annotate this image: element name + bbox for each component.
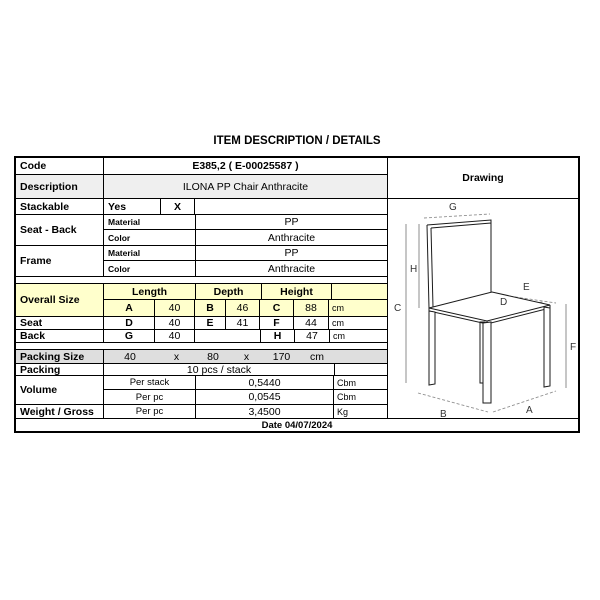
row-packing-size xyxy=(16,350,387,364)
back-depth-empty xyxy=(195,330,261,342)
row-packing xyxy=(16,364,387,376)
seat-back-material-value: PP xyxy=(284,216,299,228)
volume-per-pc-unit: Cbm xyxy=(337,392,357,402)
row-seat-size xyxy=(16,317,387,330)
overall-length-value: 40 xyxy=(155,300,195,316)
header-unit-empty xyxy=(332,284,387,299)
overall-height-key: C xyxy=(260,300,294,316)
weight-unit: Kg xyxy=(337,406,349,417)
dim-label-C: C xyxy=(394,303,402,314)
header-height: Height xyxy=(262,284,332,299)
dim-label-H: H xyxy=(410,264,418,275)
drawing-area xyxy=(388,199,578,418)
weight-label: Weight / Gross xyxy=(16,405,104,418)
dim-label-G: G xyxy=(449,202,457,213)
seat-back-label: Seat - Back xyxy=(16,215,104,245)
seat-depth-key: E xyxy=(195,317,226,329)
seat-length-key: D xyxy=(104,317,155,329)
drawing-header: Drawing xyxy=(388,158,578,199)
header-depth: Depth xyxy=(196,284,262,299)
code-label: Code xyxy=(16,158,104,174)
back-unit: cm xyxy=(333,331,345,341)
drawing-column xyxy=(388,158,578,418)
back-height-value: 47 xyxy=(295,330,330,342)
seat-back-material-label: Material xyxy=(104,215,196,229)
stackable-empty-cell xyxy=(195,199,387,214)
overall-size-label: Overall Size xyxy=(16,284,104,316)
overall-length-key: A xyxy=(104,300,155,316)
volume-per-stack-unit: Cbm xyxy=(337,377,357,388)
dim-label-F: F xyxy=(570,342,577,353)
group-seat-back xyxy=(16,215,387,246)
dim-line-A xyxy=(493,391,556,412)
chair-seat xyxy=(429,292,550,321)
volume-per-pc-value: 0,0545 xyxy=(196,390,334,404)
page-title: ITEM DESCRIPTION / DETAILS xyxy=(213,135,381,147)
dim-label-E: E xyxy=(523,282,530,293)
dim-line-B xyxy=(418,393,488,412)
group-frame xyxy=(16,246,387,277)
date-row xyxy=(16,418,578,431)
packing-value: 10 pcs / stack xyxy=(104,364,335,375)
chair-left-leg xyxy=(429,311,435,385)
date-value: Date 04/07/2024 xyxy=(261,419,333,431)
stackable-label: Stackable xyxy=(16,199,104,214)
row-stackable xyxy=(16,199,387,215)
dim-label-B: B xyxy=(440,409,447,418)
overall-depth-value: 46 xyxy=(226,300,260,316)
seat-back-color-value: Anthracite xyxy=(267,231,316,244)
back-length-key: G xyxy=(104,330,155,342)
back-height-key: H xyxy=(261,330,295,342)
group-overall-size xyxy=(16,284,387,317)
frame-material-value: PP xyxy=(284,247,299,259)
frame-label: Frame xyxy=(16,246,104,276)
frame-material-label: Material xyxy=(104,246,196,260)
spacer-row-2 xyxy=(16,343,387,350)
dim-label-D: D xyxy=(500,297,508,308)
spacer-row-1 xyxy=(16,277,387,284)
volume-per-stack-value: 0,5440 xyxy=(196,376,334,389)
frame-color-label: Color xyxy=(104,261,196,276)
details-column xyxy=(16,158,388,418)
back-length-value: 40 xyxy=(155,330,195,342)
frame-color-value: Anthracite xyxy=(267,262,316,275)
row-description xyxy=(16,175,387,199)
seat-unit: cm xyxy=(332,318,344,328)
packing-label: Packing xyxy=(16,364,104,375)
row-back-size xyxy=(16,330,387,343)
seat-height-key: F xyxy=(260,317,294,329)
group-volume xyxy=(16,376,387,405)
packing-size-label: Packing Size xyxy=(16,350,104,363)
item-details-table xyxy=(14,156,580,433)
description-label: Description xyxy=(16,175,104,198)
row-weight xyxy=(16,405,387,418)
weight-per-pc-label: Per pc xyxy=(104,405,196,418)
seat-height-value: 44 xyxy=(294,317,329,329)
back-size-label: Back xyxy=(16,330,104,342)
seat-length-value: 40 xyxy=(155,317,195,329)
overall-unit: cm xyxy=(332,303,344,313)
volume-per-stack-label: Per stack xyxy=(104,376,196,389)
row-code xyxy=(16,158,387,175)
seat-back-color-label: Color xyxy=(104,230,196,245)
weight-value: 3,4500 xyxy=(196,405,334,418)
dim-line-G xyxy=(424,214,490,218)
code-value: E385,2 ( E-00025587 ) xyxy=(192,160,299,172)
table-body xyxy=(16,158,578,418)
description-value: ILONA PP Chair Anthracite xyxy=(182,180,309,193)
stackable-mark: X xyxy=(161,199,195,214)
packing-unit-empty xyxy=(335,364,387,375)
chair-drawing xyxy=(388,199,578,418)
seat-size-label: Seat xyxy=(16,317,104,329)
dim-label-A: A xyxy=(526,405,533,416)
overall-depth-key: B xyxy=(195,300,226,316)
overall-height-value: 88 xyxy=(294,300,329,316)
chair-front-leg xyxy=(483,322,491,403)
volume-label: Volume xyxy=(16,376,104,404)
header-length: Length xyxy=(104,284,196,299)
chair-right-leg xyxy=(544,307,550,387)
packing-size-value: 40 x 80 x 170 cm xyxy=(124,350,324,363)
seat-depth-value: 41 xyxy=(226,317,260,329)
volume-per-pc-label: Per pc xyxy=(104,390,196,404)
stackable-option: Yes xyxy=(104,199,161,214)
